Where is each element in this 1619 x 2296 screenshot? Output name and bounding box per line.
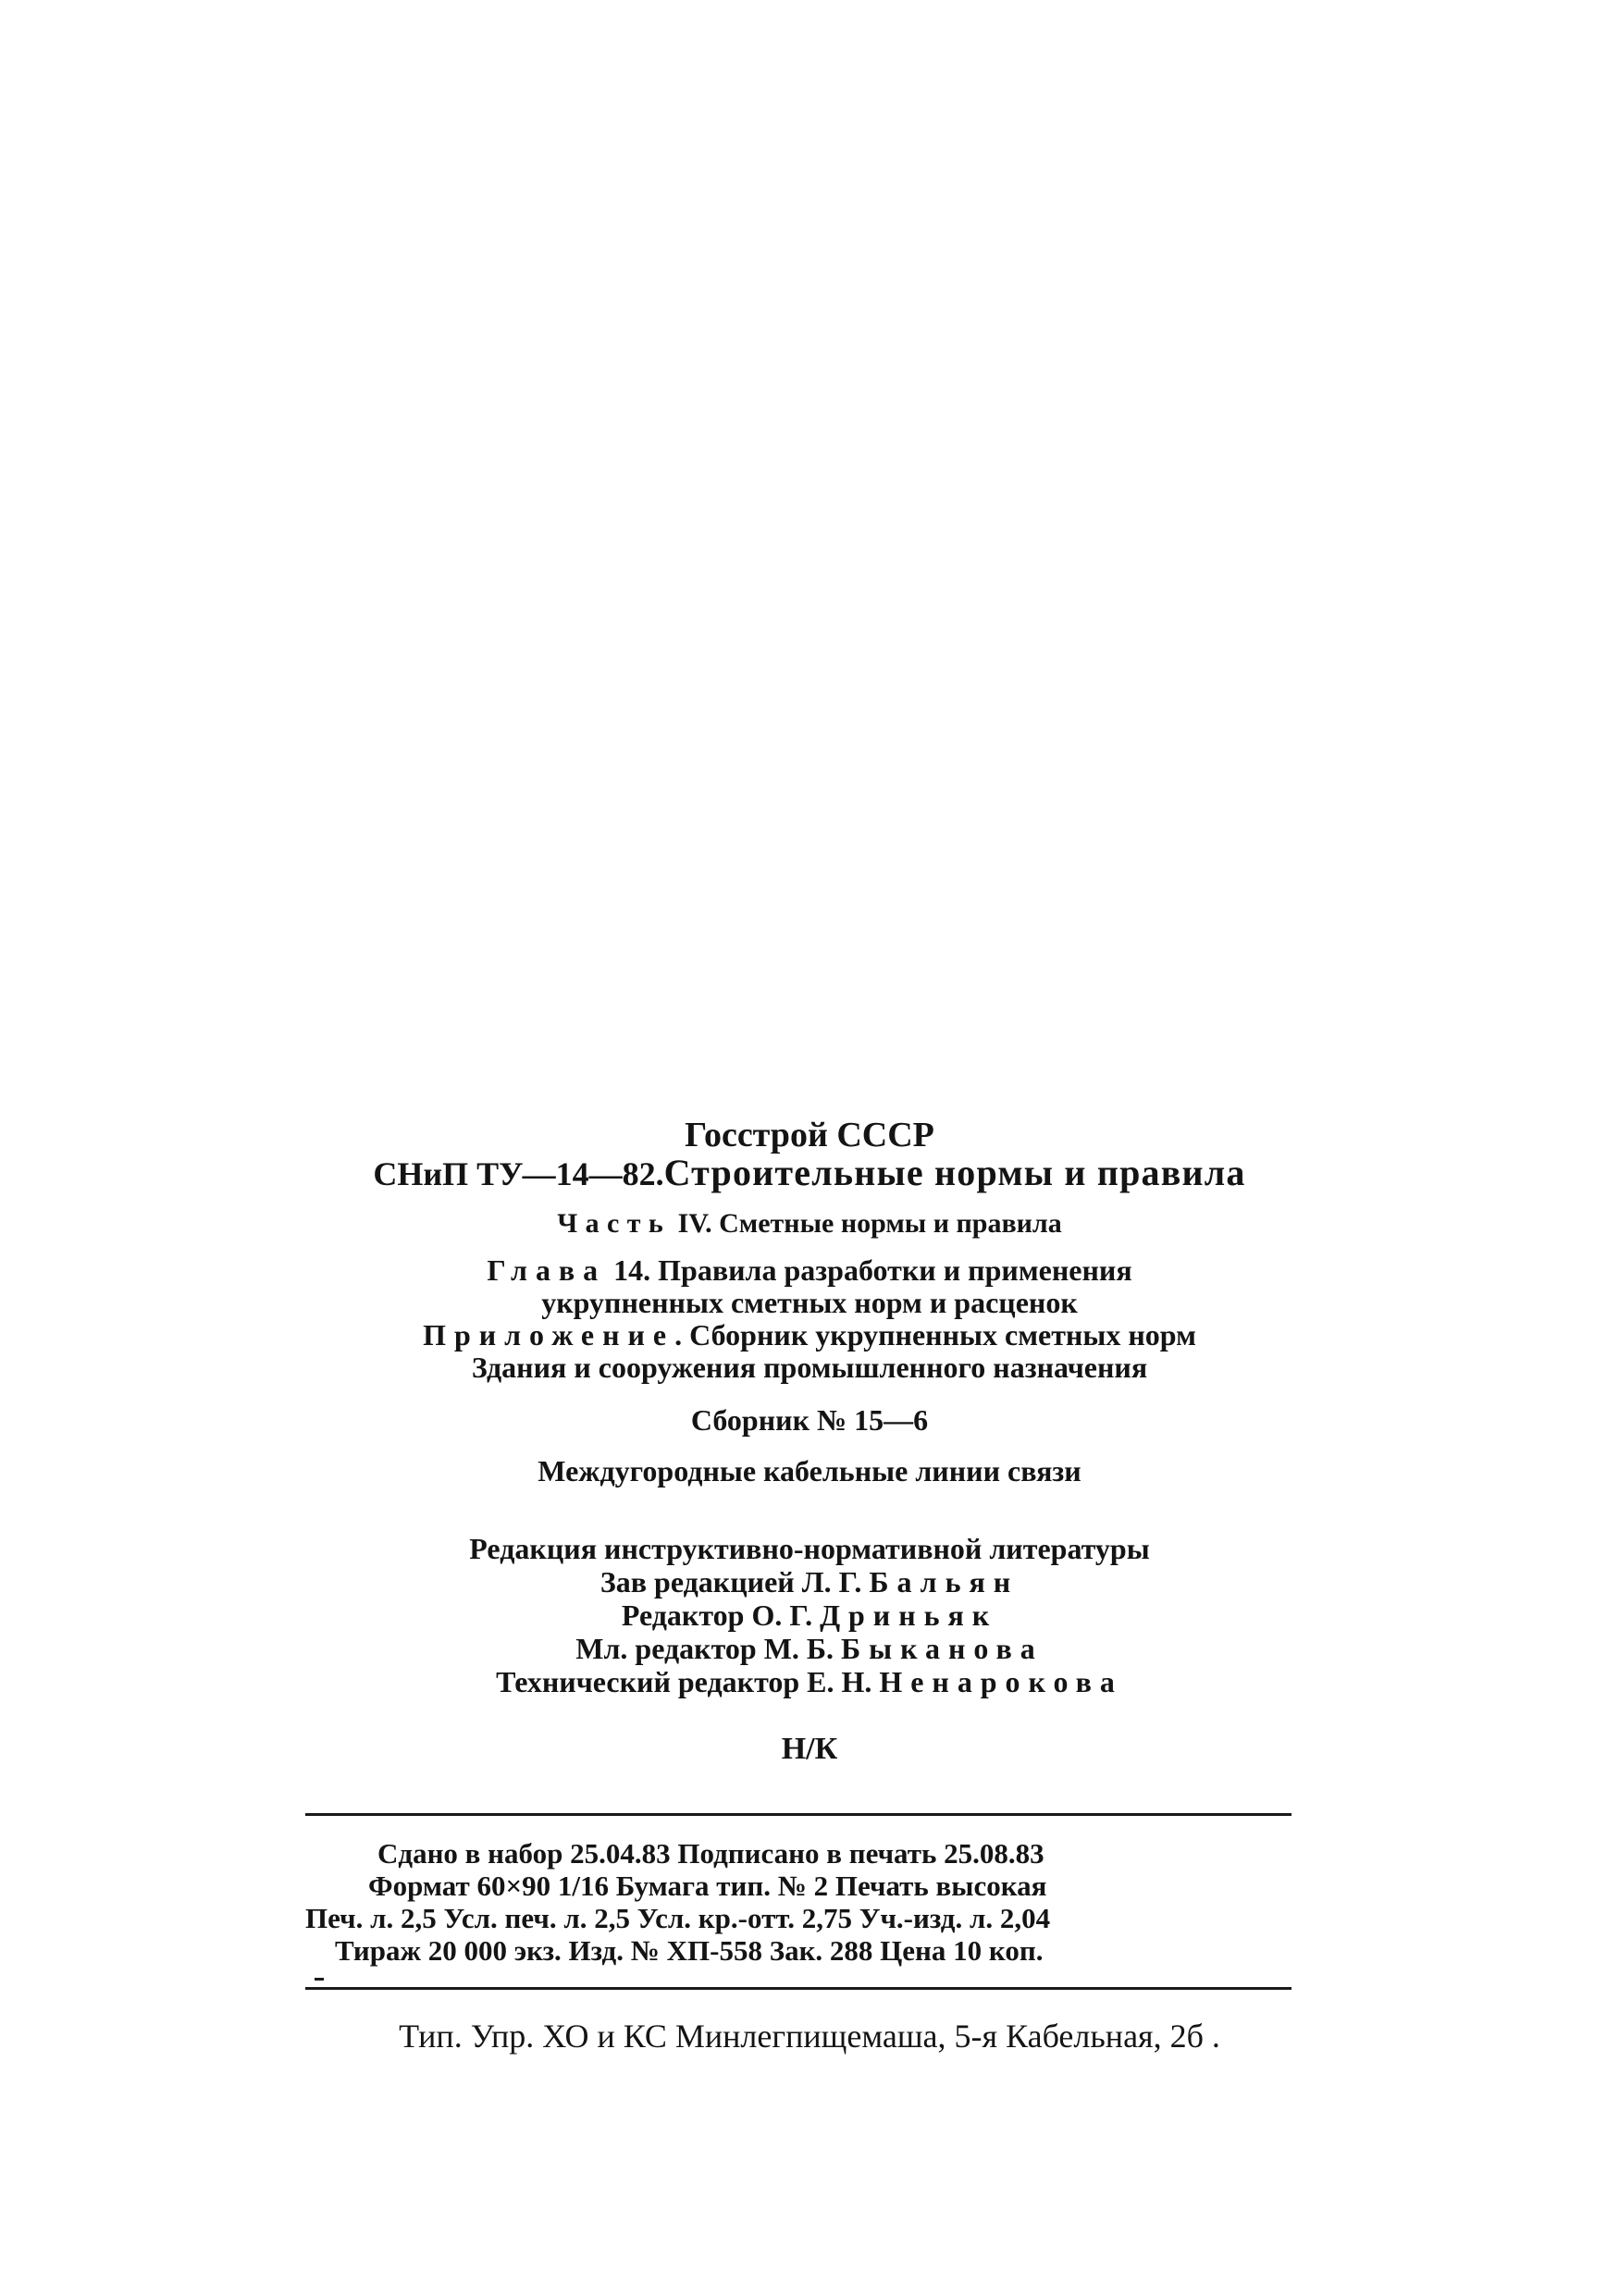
- staff-dept: Редакция инструктивно-нормативной литературы: [469, 1532, 1150, 1565]
- chapter-label: Глава: [487, 1253, 607, 1287]
- appendix-label: Приложение: [423, 1318, 675, 1352]
- staff-head: [0, 1567, 1619, 1597]
- top-divider: [305, 1813, 1291, 1816]
- nk-mark: Н/К: [781, 1732, 838, 1766]
- staff-head-role: Зав редакцией Л. Г.: [599, 1565, 862, 1599]
- staff-junior-role: Мл. редактор М. Б.: [575, 1632, 834, 1665]
- bottom-divider: [305, 1987, 1291, 1990]
- chapter-heading-line2: укрупненных сметных норм и расценок: [541, 1286, 1078, 1319]
- part-text: IV. Сметные нормы и правила: [677, 1208, 1062, 1239]
- staff-tech-editor: [0, 1667, 1619, 1697]
- chapter-text: 14. Правила разработки и применения: [613, 1253, 1132, 1287]
- staff-junior-editor: [0, 1634, 1619, 1663]
- collection-number: Сборник № 15—6: [690, 1403, 929, 1437]
- snip-title-text: Строительные нормы и правила: [663, 1152, 1246, 1193]
- staff-tech-name: Ненарокова: [879, 1665, 1123, 1698]
- staff-junior-name: Быканова: [841, 1632, 1044, 1665]
- staff-editor-name: Дриньяк: [820, 1599, 998, 1632]
- part-label: Часть: [557, 1208, 672, 1239]
- appendix-text: . Сборник укрупненных сметных норм: [674, 1318, 1196, 1352]
- snip-code: СНиП ТУ—14—82.: [373, 1155, 664, 1192]
- staff-editor-role: Редактор О. Г.: [621, 1599, 813, 1632]
- staff-editor: [0, 1600, 1619, 1630]
- staff-head-name: Бальян: [869, 1565, 1020, 1599]
- imprint-line-1: Сдано в набор 25.04.83 Подписано в печать 25.08.83: [377, 1837, 1044, 1870]
- chapter-heading: [0, 1255, 1619, 1285]
- imprint-line-4: Тираж 20 000 экз. Изд. № ХП-558 Зак. 288 Цена 10 коп.: [335, 1934, 1044, 1967]
- imprint-line-3: Печ. л. 2,5 Усл. печ. л. 2,5 Усл. кр.-отт. 2,75 Уч.-изд. л. 2,04: [305, 1902, 1051, 1934]
- printer-line: Тип. Упр. ХО и КС Минлегпищемаша, 5-я Кабельная, 2б .: [399, 2018, 1220, 2055]
- org-heading: Госстрой СССР: [685, 1116, 934, 1154]
- part-heading: [0, 1210, 1619, 1238]
- imprint-line-2: Формат 60×90 1/16 Бумага тип. № 2 Печать высокая: [368, 1870, 1047, 1902]
- staff-tech-role: Технический редактор Е. Н.: [496, 1665, 872, 1698]
- small-dash-mark: [315, 1978, 324, 1981]
- appendix-heading-line2: Здания и сооружения промышленного назначения: [471, 1351, 1148, 1384]
- collection-title: Междугородные кабельные линии связи: [538, 1454, 1081, 1487]
- appendix-heading: [0, 1320, 1619, 1350]
- snip-title: [0, 1154, 1619, 1191]
